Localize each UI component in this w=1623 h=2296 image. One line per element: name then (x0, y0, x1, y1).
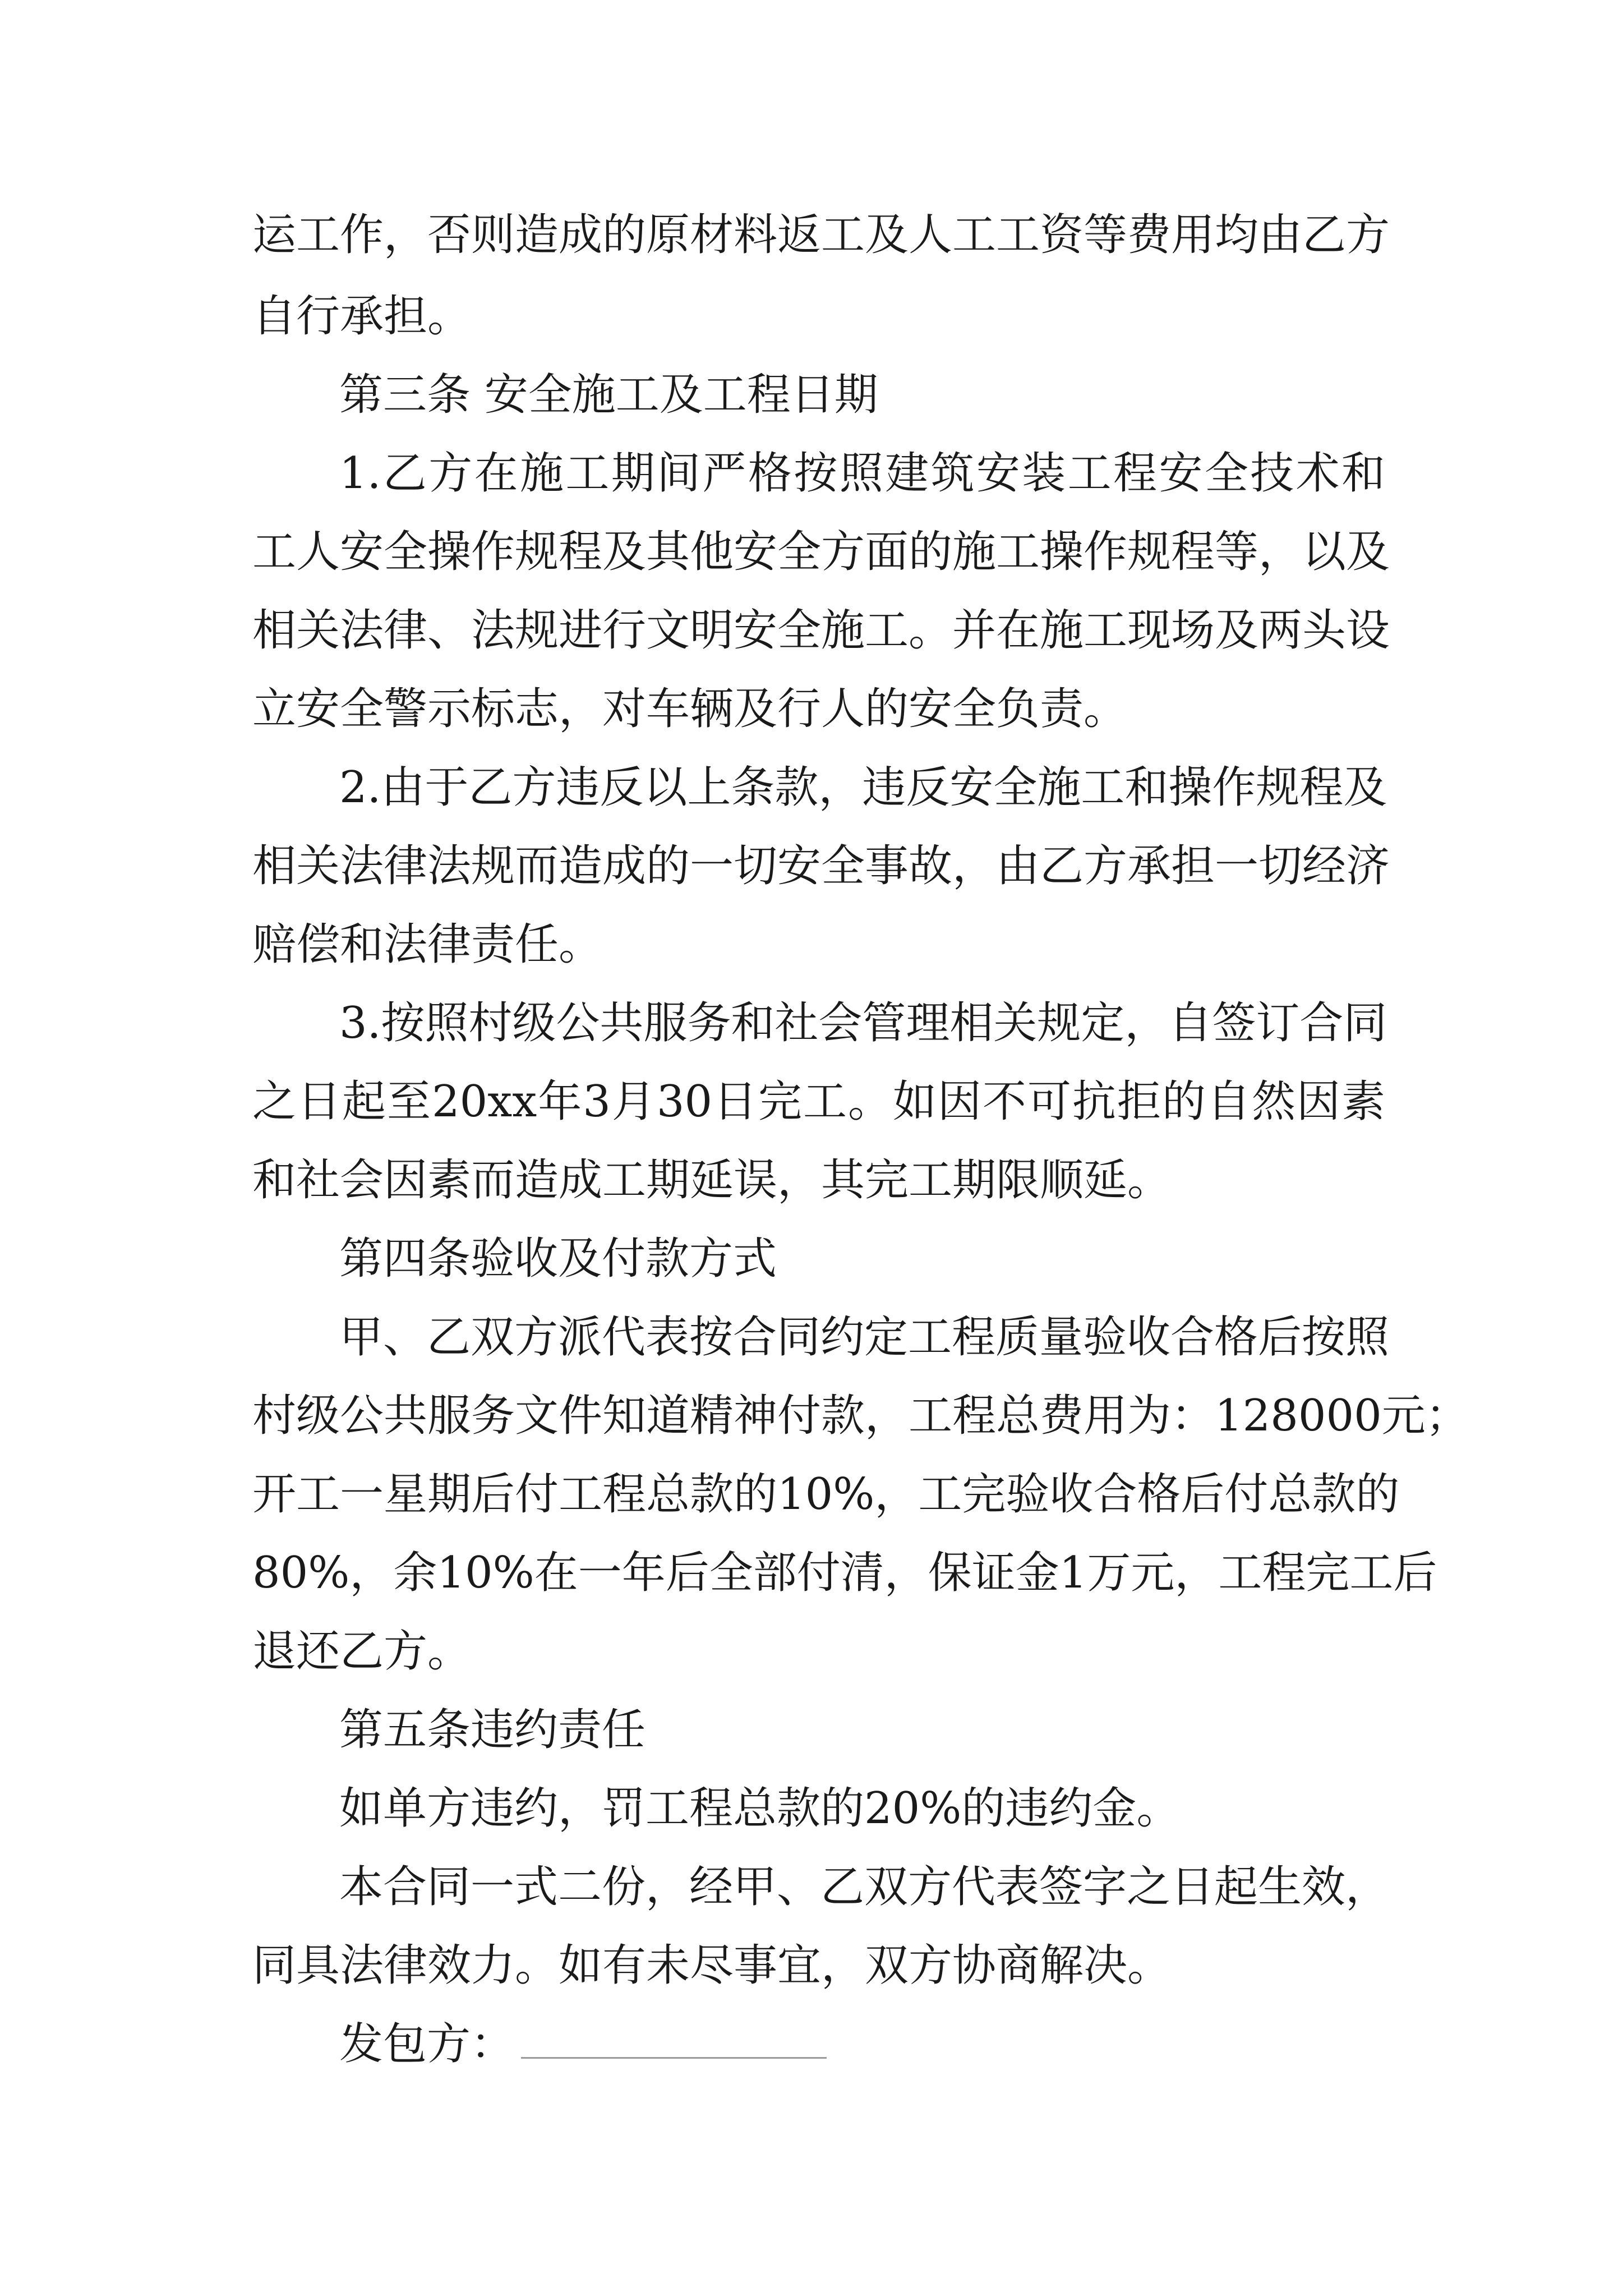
text-line: 退还乙方。 (252, 1626, 472, 1677)
text-line: 之日起至20xx年3月30日完工。如因不可抗拒的自然因素 (252, 1076, 1385, 1127)
text-line: 村级公共服务文件知道精神付款，工程总费用为：128000元； (252, 1391, 1469, 1441)
text-line: 运工作，否则造成的原材料返工及人工工资等费用均由乙方 (252, 210, 1390, 260)
text-line: 立安全警示标志，对车辆及行人的安全负责。 (252, 684, 1128, 734)
text-line: 2.由于乙方违反以上条款，违反安全施工和操作规程及 (339, 762, 1387, 813)
section-heading: 第四条验收及付款方式 (339, 1234, 777, 1284)
section-heading: 第三条 安全施工及工程日期 (339, 370, 878, 420)
text-line: 工人安全操作规程及其他安全方面的施工操作规程等，以及 (252, 527, 1390, 577)
text-line: 相关法律法规而造成的一切安全事故，由乙方承担一切经济 (252, 841, 1390, 891)
text-line: 自行承担。 (252, 291, 472, 342)
text-line: 本合同一式二份，经甲、乙双方代表签字之日起生效， (339, 1862, 1390, 1912)
section-heading: 第五条违约责任 (339, 1705, 646, 1755)
signature-label: 发包方： (339, 2019, 515, 2069)
text-line: 80%，余10%在一年后全部付清，保证金1万元，工程完工后 (252, 1548, 1437, 1598)
text-line: 同具法律效力。如有未尽事宜，双方协商解决。 (252, 1940, 1172, 1991)
signature-blank (521, 2024, 827, 2059)
text-line: 1.乙方在施工期间严格按照建筑安装工程安全技术和 (339, 448, 1385, 499)
text-line: 甲、乙双方派代表按合同约定工程质量验收合格后按照 (339, 1312, 1390, 1363)
text-line: 相关法律、法规进行文明安全施工。并在施工现场及两头设 (252, 605, 1390, 656)
text-line: 开工一星期后付工程总款的10%，工完验收合格后付总款的 (252, 1469, 1400, 1520)
text-line: 如单方违约，罚工程总款的20%的违约金。 (339, 1783, 1181, 1834)
text-line: 3.按照村级公共服务和社会管理相关规定，自签订合同 (339, 998, 1387, 1048)
text-line: 赔偿和法律责任。 (252, 919, 603, 970)
text-line: 和社会因素而造成工期延误，其完工期限顺延。 (252, 1155, 1172, 1205)
signature-line (339, 2019, 1385, 2069)
